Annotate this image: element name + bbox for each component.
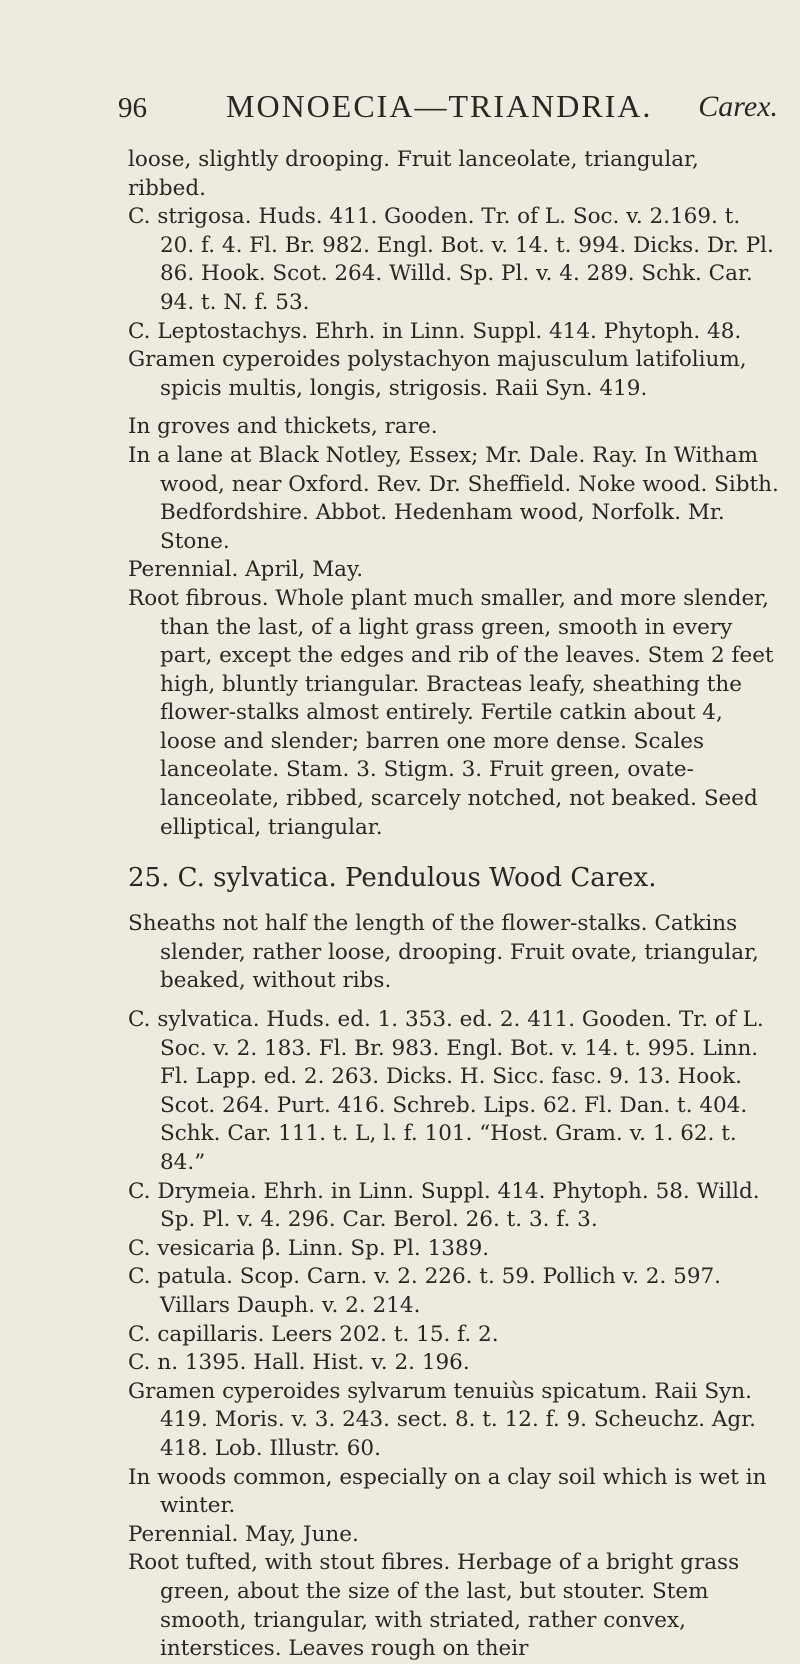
species-diagnosis: Sheaths not half the length of the flower-stalks. Catkins slender, rather loose, drooping. Fruit ovate, triangular, beaked, without ribs. <box>128 911 759 994</box>
synonym-hall: C. n. 1395. Hall. Hist. v. 2. 196. <box>128 1350 470 1376</box>
habitat-sylvatica: In woods common, especially on a clay soil which is wet in winter. <box>128 1464 767 1519</box>
page-body <box>128 146 780 1664</box>
synonym-gramen: Gramen cyperoides polystachyon majusculum latifolium, spicis multis, longis, strigosis. Raii Syn. 419. <box>128 347 747 401</box>
synonym-drymeia: C. Drymeia. Ehrh. in Linn. Suppl. 414. Phytoph. 58. Willd. Sp. Pl. v. 4. 296. Car. Berol. 26. t. 3. f. 3. <box>128 1178 760 1233</box>
plant-description: Root fibrous. Whole plant much smaller, and more slender, than the last, of a light grass green, smooth in every part, except the edges and rib of the leaves. Stem 2 feet high, bluntly triangular. Bracteas leafy, sheathing the flower-stalks almost entirely. Fertile catkin about 4, loose and slender; barren one more dense. Scales lanceolate. Stam. 3. Stigm. 3. Fruit green, ovate-lanceolate, ribbed, scarcely notched, not beaked. Seed elliptical, triangular. <box>128 585 774 840</box>
synonym-vesicaria: C. vesicaria β. Linn. Sp. Pl. 1389. <box>128 1235 490 1261</box>
description-sylvatica: Root tufted, with stout fibres. Herbage of a bright grass green, about the size of the last, but stouter. Stem smooth, triangular, with striated, rather convex, interstices. Leaves rough on their <box>128 1550 740 1662</box>
synonym-strigosa: C. strigosa. Huds. 411. Gooden. Tr. of L. Soc. v. 2.169. t. 20. f. 4. Fl. Br. 982. Engl. Bot. v. 14. t. 994. Dicks. Dr. Pl. 86. Hook. Scot. 264. Willd. Sp. Pl. v. 4. 289. Schk. Car. 94. t. N. f. 53. <box>128 204 774 315</box>
duration-flowering: Perennial. April, May. <box>128 557 364 583</box>
synonym-capillaris: C. capillaris. Leers 202. t. 15. f. 2. <box>128 1321 499 1347</box>
duration-sylvatica: Perennial. May, June. <box>128 1521 359 1547</box>
synonym-patula: C. patula. Scop. Carn. v. 2. 226. t. 59. Pollich v. 2. 597. Villars Dauph. v. 2. 214. <box>128 1264 722 1318</box>
synonym-sylvatica: C. sylvatica. Huds. ed. 1. 353. ed. 2. 411. Gooden. Tr. of L. Soc. v. 2. 183. Fl. Br. 983. Engl. Bot. v. 14. t. 995. Linn. Fl. Lapp. ed. 2. 263. Dicks. H. Sicc. fasc. 9. 13. Hook. Scot. 264. Purt. 416. Schreb. Lips. 62. Fl. Dan. t. 404. Schk. Car. 111. t. L, l. f. 101. “Host. Gram. v. 1. 62. t. 84.” <box>128 1007 764 1175</box>
paragraph-fruit-description: loose, slightly drooping. Fruit lanceolate, triangular, ribbed. <box>128 147 699 201</box>
synonym-gramen-sylvarum: Gramen cyperoides sylvarum tenuiùs spicatum. Raii Syn. 419. Moris. v. 3. 243. sect. 8. t. 12. f. 9. Scheuchz. Agr. 418. Lob. Illustr. 60. <box>128 1378 756 1461</box>
species-heading: 25. C. sylvatica. Pendulous Wood Carex. <box>128 863 657 894</box>
section-title: MONOECIA—TRIANDRIA. <box>226 88 653 124</box>
habitat: In groves and thickets, rare. <box>128 414 438 440</box>
genus-label: Carex. <box>698 90 778 123</box>
running-header <box>118 88 778 132</box>
page-number: 96 <box>118 92 147 124</box>
localities: In a lane at Black Notley, Essex; Mr. Dale. Ray. In Witham wood, near Oxford. Rev. Dr. Sheffield. Noke wood. Sibth. Bedfordshire. Abbot. Hedenham wood, Norfolk. Mr. Stone. <box>128 442 779 554</box>
synonym-leptostachys: C. Leptostachys. Ehrh. in Linn. Suppl. 414. Phytoph. 48. <box>128 318 742 344</box>
